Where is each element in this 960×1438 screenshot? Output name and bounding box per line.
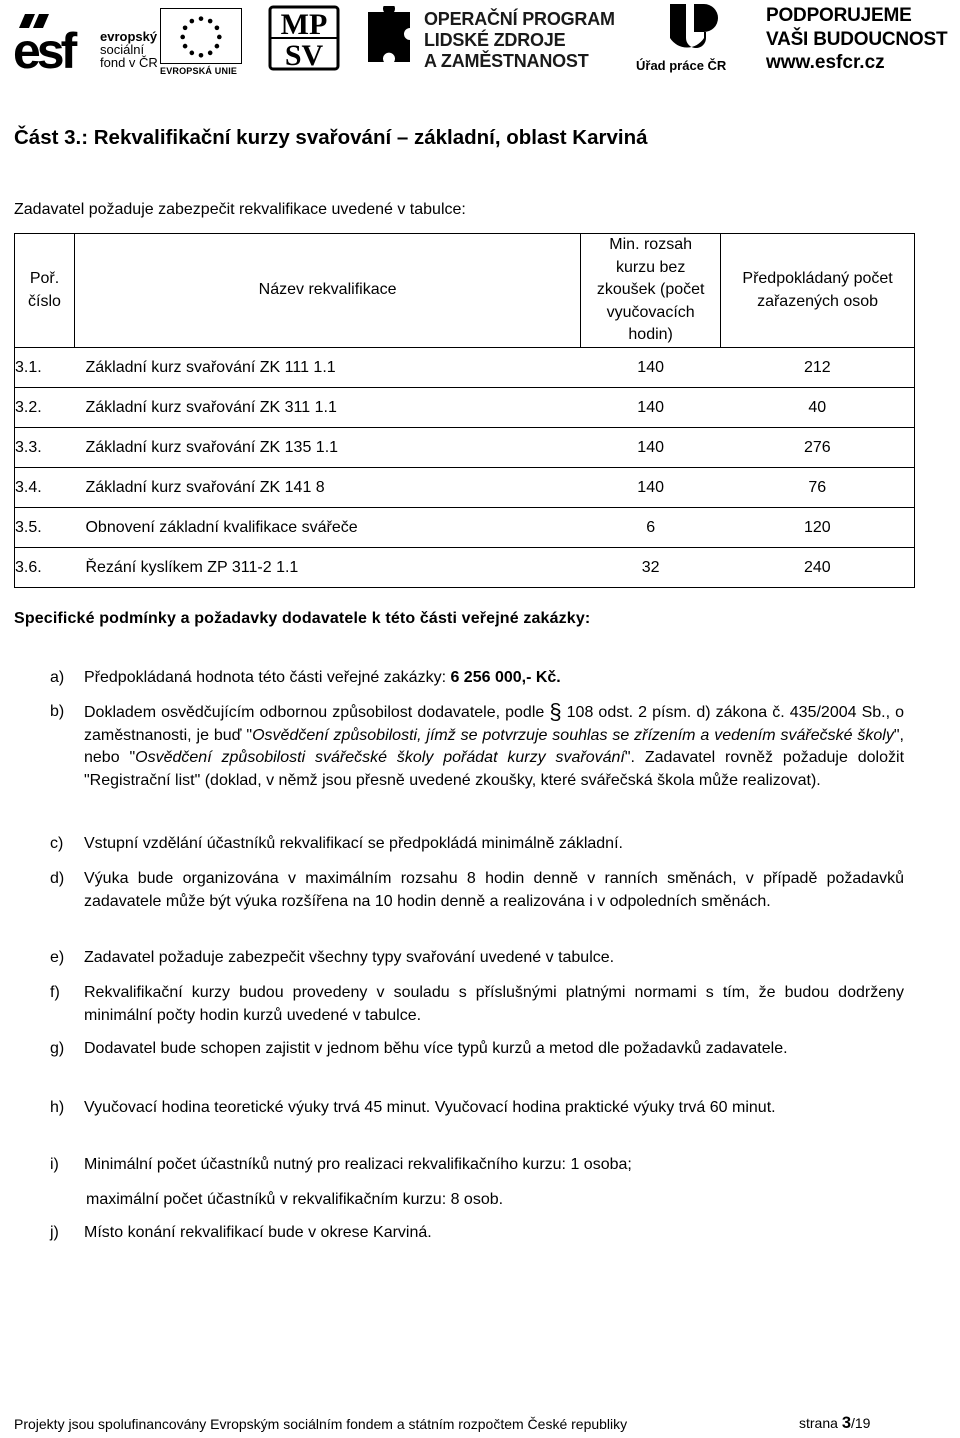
row-persons: 212 bbox=[721, 348, 915, 388]
urad-prace-icon bbox=[664, 2, 720, 54]
requalification-table bbox=[14, 233, 915, 588]
row-persons: 120 bbox=[721, 508, 915, 548]
header-logo-strip bbox=[0, 0, 960, 80]
footer-text: Projekty jsou spolufinancovány Evropským sociálním fondem a státním rozpočtem České republiky bbox=[14, 1416, 628, 1432]
condition-text-part: 108 odst. 2 písm. d) zákona č. 435/2004 Sb., o zaměstnanosti, je buď " bbox=[84, 704, 904, 744]
condition-label: i) bbox=[50, 1156, 59, 1173]
header-num: Poř. číslo bbox=[15, 234, 75, 348]
condition-label: h) bbox=[50, 1099, 65, 1116]
condition-text-part: Dokladem osvědčujícím odbornou způsobilost dodavatele, podle bbox=[84, 704, 550, 721]
condition-text-part: ". Zadavatel rovněž požaduje doložit "Registrační list" (doklad, v němž jsou přesně uvedené zkoušky, které svářečská škola může realizovat). bbox=[84, 749, 905, 789]
intro-text: Zadavatel požaduje zabezpečit rekvalifikace uvedené v tabulce: bbox=[14, 201, 466, 218]
condition-label: b) bbox=[50, 703, 65, 720]
page-prefix: strana bbox=[799, 1415, 842, 1431]
row-name: Základní kurz svařování ZK 141 8 bbox=[74, 468, 580, 508]
table-row bbox=[15, 348, 915, 388]
page-current: 3 bbox=[841, 1414, 851, 1432]
row-num: 3.4. bbox=[15, 468, 75, 508]
row-hours: 140 bbox=[581, 348, 721, 388]
support-line-2: VAŠI BUDOUCNOST bbox=[766, 29, 948, 50]
support-text bbox=[766, 4, 947, 52]
page-number bbox=[799, 1414, 870, 1433]
condition-text: Zadavatel požaduje zabezpečit všechny typy svařování uvedené v tabulce. bbox=[84, 949, 615, 966]
row-num: 3.6. bbox=[15, 548, 75, 588]
esf-logo bbox=[13, 10, 103, 72]
header-name: Název rekvalifikace bbox=[74, 234, 580, 348]
condition-text: maximální počet účastníků v rekvalifikačním kurzu: 8 osob. bbox=[86, 1190, 504, 1208]
row-name: Obnovení základní kvalifikace svářeče bbox=[74, 508, 580, 548]
header-hours: Min. rozsah kurzu bez zkoušek (počet vyučovacích hodin) bbox=[581, 234, 721, 348]
table-row bbox=[15, 508, 915, 548]
row-num: 3.5. bbox=[15, 508, 75, 548]
table-row bbox=[15, 548, 915, 588]
condition-d bbox=[50, 868, 904, 913]
page-total: /19 bbox=[851, 1415, 871, 1431]
op-line-2: LIDSKÉ ZDROJE bbox=[424, 30, 566, 50]
condition-j bbox=[50, 1222, 904, 1245]
op-line-1: OPERAČNÍ PROGRAM bbox=[424, 9, 615, 29]
condition-label: c) bbox=[50, 835, 64, 852]
table-row bbox=[15, 428, 915, 468]
svg-text:MP: MP bbox=[280, 8, 328, 41]
row-name: Základní kurz svařování ZK 311 1.1 bbox=[74, 388, 580, 428]
condition-f bbox=[50, 982, 904, 1027]
row-name: Základní kurz svařování ZK 135 1.1 bbox=[74, 428, 580, 468]
urad-prace-text: Úřad práce ČR bbox=[636, 58, 727, 73]
condition-c bbox=[50, 833, 904, 856]
op-lzz-puzzle-icon bbox=[364, 6, 414, 68]
condition-text: Minimální počet účastníků nutný pro realizaci rekvalifikačního kurzu: 1 osoba; bbox=[84, 1156, 632, 1173]
conditions-title: Specifické podmínky a požadavky dodavatele k této části veřejné zakázky: bbox=[14, 610, 591, 627]
support-url: www.esfcr.cz bbox=[766, 52, 885, 73]
condition-e bbox=[50, 947, 904, 970]
op-lzz-text bbox=[424, 9, 615, 72]
condition-text: Výuka bude organizována v maximálním rozsahu 8 hodin denně v ranních směnách, v případě požadavků zadavatele může být výuka rozšířena na 10 hodin denně a realizována i v odpoledních směnách. bbox=[84, 870, 904, 910]
condition-text: Vyučovací hodina teoretické výuky trvá 45 minut. Vyučovací hodina praktické výuky trvá 60 minut. bbox=[84, 1099, 776, 1116]
row-hours: 140 bbox=[581, 468, 721, 508]
condition-italic-part: Osvědčení způsobilosti, jímž se potvrzuje souhlas se zřízením a vedením svářečské školy bbox=[252, 726, 894, 744]
row-persons: 76 bbox=[721, 468, 915, 508]
row-persons: 40 bbox=[721, 388, 915, 428]
condition-a bbox=[50, 667, 904, 690]
condition-label: j) bbox=[50, 1224, 59, 1241]
condition-italic-part: Osvědčení způsobilosti svářečské školy pořádat kurzy svařování bbox=[135, 749, 625, 766]
condition-label: e) bbox=[50, 949, 65, 966]
row-name: Řezání kyslíkem ZP 311-2 1.1 bbox=[74, 548, 580, 588]
condition-i bbox=[50, 1154, 904, 1211]
section-title: Část 3.: Rekvalifikační kurzy svařování – základní, oblast Karviná bbox=[14, 126, 648, 149]
eu-flag-icon bbox=[160, 8, 242, 64]
condition-text: Rekvalifikační kurzy budou provedeny v souladu s příslušnými platnými normami s tím, že budou dodrženy minimální počty hodin kurzů uvedené v tabulce. bbox=[84, 984, 904, 1024]
section-sign: § bbox=[549, 699, 562, 724]
row-persons: 240 bbox=[721, 548, 915, 588]
row-hours: 140 bbox=[581, 428, 721, 468]
esf-sub-line-1: evropský bbox=[100, 29, 158, 44]
mpsv-logo bbox=[268, 5, 340, 71]
table-header-row bbox=[15, 234, 915, 348]
condition-b bbox=[50, 701, 904, 792]
condition-h bbox=[50, 1097, 904, 1120]
row-hours: 6 bbox=[581, 508, 721, 548]
row-num: 3.3. bbox=[15, 428, 75, 468]
op-line-3: A ZAMĚSTNANOST bbox=[424, 51, 589, 71]
estimated-value: 6 256 000,- Kč. bbox=[450, 669, 561, 686]
condition-text-part: ", nebo " bbox=[84, 726, 904, 766]
esf-sub-line-3: fond v ČR bbox=[100, 55, 158, 70]
eu-caption: EVROPSKÁ UNIE bbox=[160, 66, 238, 76]
esf-logo-text: esf bbox=[13, 23, 74, 72]
row-hours: 32 bbox=[581, 548, 721, 588]
condition-label: a) bbox=[50, 669, 65, 686]
table-row bbox=[15, 388, 915, 428]
svg-text:SV: SV bbox=[284, 39, 324, 71]
condition-g bbox=[50, 1038, 904, 1061]
support-line-1: PODPORUJEME bbox=[766, 5, 912, 26]
condition-text: Předpokládaná hodnota této části veřejné zakázky: bbox=[84, 669, 451, 686]
row-hours: 140 bbox=[581, 388, 721, 428]
esf-sub-line-2: sociální bbox=[100, 42, 145, 57]
row-num: 3.2. bbox=[15, 388, 75, 428]
row-name: Základní kurz svařování ZK 111 1.1 bbox=[74, 348, 580, 388]
condition-text: Vstupní vzdělání účastníků rekvalifikací se předpokládá minimálně základní. bbox=[84, 835, 623, 852]
row-num: 3.1. bbox=[15, 348, 75, 388]
condition-label: d) bbox=[50, 870, 65, 887]
row-persons: 276 bbox=[721, 428, 915, 468]
table-row bbox=[15, 468, 915, 508]
condition-text: Dodavatel bude schopen zajistit v jednom běhu více typů kurzů a metod dle požadavků zadavatele. bbox=[84, 1040, 788, 1057]
header-persons: Předpokládaný počet zařazených osob bbox=[721, 234, 915, 348]
condition-label: g) bbox=[50, 1040, 65, 1057]
condition-text: Místo konání rekvalifikací bude v okrese Karviná. bbox=[84, 1224, 432, 1241]
esf-subtitle bbox=[100, 30, 158, 69]
condition-label: f) bbox=[50, 984, 60, 1001]
